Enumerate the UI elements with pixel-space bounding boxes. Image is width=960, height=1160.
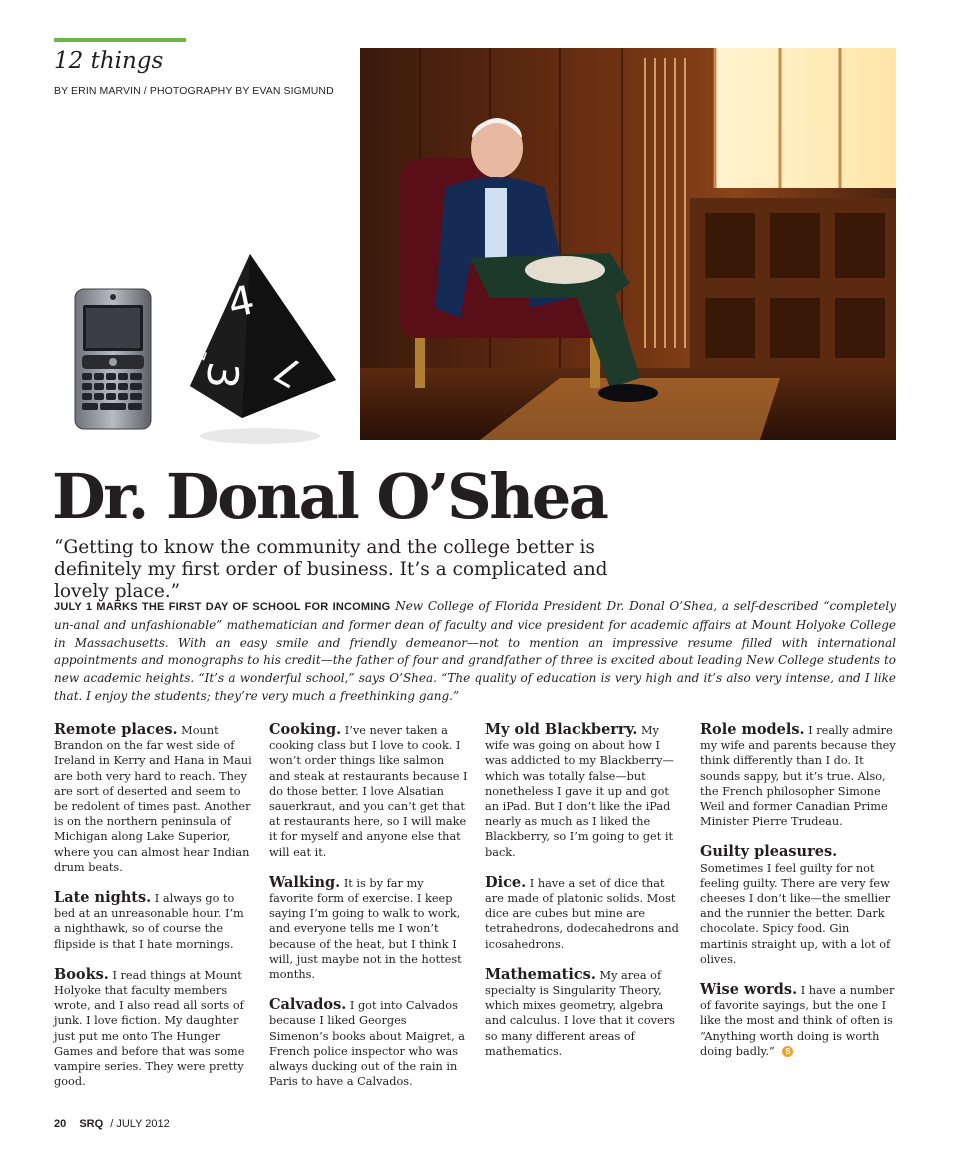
portrait-photo xyxy=(360,48,896,440)
item-title: Late nights. xyxy=(54,889,152,907)
intro-lead: JULY 1 MARKS THE FIRST DAY OF SCHOOL FOR INCOMING xyxy=(54,601,391,613)
issue-date: / JULY 2012 xyxy=(110,1118,170,1130)
page-footer xyxy=(54,1118,170,1130)
item-text: I got into Calvados because I liked Georges Simenon’s books about Maigret, a French police inspector who was always ducking out of the rain in Paris to have a Calvados. xyxy=(269,999,466,1089)
list-item xyxy=(485,722,685,860)
die-number: 2 xyxy=(188,345,213,364)
die-number: 7 xyxy=(266,345,310,397)
item-title: Wise words. xyxy=(700,981,798,999)
item-text: I read things at Mount Holyoke that faculty members wrote, and I also read all sorts of junk. I love fiction. My daughter just put me onto The Hunger Games and before that was some vampire series. They were pretty good. xyxy=(54,968,245,1089)
column-3 xyxy=(485,722,685,1074)
list-item xyxy=(700,844,900,967)
item-text: I have a number of favorite sayings, but the one I like the most and think of often is “Anything worth doing is worth doing badly.” xyxy=(700,984,895,1058)
die-number: 4 xyxy=(224,277,259,328)
list-item xyxy=(269,722,469,860)
page-number: 20 xyxy=(54,1118,67,1130)
column-2 xyxy=(269,722,469,1104)
item-text: My area of specialty is Singularity Theory, which mixes geometry, algebra and calculus. I love that it covers so many different areas of mathematics. xyxy=(485,968,675,1058)
tetrahedron-die-image xyxy=(180,250,342,450)
column-4 xyxy=(700,722,900,1074)
column-1 xyxy=(54,722,254,1104)
end-mark-icon: S xyxy=(782,1046,793,1057)
section-accent-bar xyxy=(54,38,186,42)
item-title: Dice. xyxy=(485,873,527,891)
item-text: I have a set of dice that are made of platonic solids. Most dice are cubes but mine are tetrahedrons, dodecahedrons and icosahedrons. xyxy=(485,876,679,951)
list-item xyxy=(54,722,254,875)
item-title: Calvados. xyxy=(269,996,347,1014)
item-text: I really admire my wife and parents because they think differently than I do. It sounds sappy, but it’s true. Also, the French philosopher Simone Weil and former Canadian Prime Minister Pierre Trudeau. xyxy=(700,724,896,829)
item-text: I always go to bed at an unreasonable hour. I’m a nighthawk, so of course the flipside is that I hate mornings. xyxy=(54,892,244,951)
section-title: 12 things xyxy=(54,48,164,74)
byline: BY ERIN MARVIN / PHOTOGRAPHY BY EVAN SIGMUND xyxy=(54,85,334,97)
blackberry-phone-image xyxy=(74,288,152,430)
list-item xyxy=(54,967,254,1090)
list-item xyxy=(269,997,469,1089)
list-item xyxy=(700,982,900,1059)
item-title: Remote places. xyxy=(54,721,178,738)
list-item xyxy=(269,875,469,982)
item-title: My old Blackberry. xyxy=(485,721,638,738)
item-text: It is by far my favorite form of exercise. I keep saying I’m going to walk to work, and everyone tells me I won’t because of the heat, but I think I will, just maybe not in the hottest months. xyxy=(269,876,462,982)
item-title: Books. xyxy=(54,965,109,983)
item-title: Cooking. xyxy=(269,721,342,738)
item-title: Guilty pleasures. xyxy=(700,843,838,861)
list-item xyxy=(54,890,254,952)
item-text: My wife was going on about how I was addicted to my Blackberry—which was totally false—but nonetheless I gave it up and got an iPad. But I don’t like the iPad nearly as much as I liked the Blackberry, so I’m going to get it back. xyxy=(485,724,674,859)
list-item xyxy=(485,967,685,1059)
item-text: Mount Brandon on the far west side of Ireland in Kerry and Hana in Maui are both very hard to reach. They are sort of deserted and seem to be redolent of times past. Another is on the northern peninsula of Michigan along Lake Superior, where you can almost hear Indian drum beats. xyxy=(54,724,252,874)
magazine-name: SRQ xyxy=(79,1118,104,1130)
list-item xyxy=(700,722,900,829)
item-title: Role models. xyxy=(700,721,805,738)
intro-paragraph xyxy=(54,598,896,706)
item-title: Mathematics. xyxy=(485,965,596,983)
item-title: Walking. xyxy=(269,873,341,891)
article-headline: Dr. Donal O’Shea xyxy=(52,460,607,533)
list-item xyxy=(485,875,685,952)
pull-quote: “Getting to know the community and the college better is definitely my first order of business. It’s a complicated and lovely place.” xyxy=(54,537,608,602)
die-number: 3 xyxy=(196,359,248,391)
item-text: Sometimes I feel guilty for not feeling guilty. There are very few cheeses I don’t like—the smellier and the runnier the better. Dark chocolate. Spicy food. Gin martinis straight up, with a lot of olives. xyxy=(700,861,891,966)
intro-body: New College of Florida President Dr. Donal O’Shea, a self-described “completely un-anal and unfashionable” mathematician and former dean of faculty and vice president for academic affairs at Mount Holyoke College in Massachusetts. With an easy smile and friendly demeanor—not to mention an impressive resume filled with international appointments and monographs to his credit—the father of four and grandfather of three is excited about leading New College students to new academic heights. “It’s a wonderful school,” says O’Shea. “The quality of education is very high and it’s also very intense, and I like that. I enjoy the students; they’re very much a freethinking gang.” xyxy=(54,599,896,703)
item-text: I’ve never taken a cooking class but I love to cook. I won’t order things like salmon and steak at restaurants because I do those better. I love Alsatian sauerkraut, and you can’t get that at restaurants here, so I will make it for myself and anyone else that will eat it. xyxy=(269,724,468,859)
